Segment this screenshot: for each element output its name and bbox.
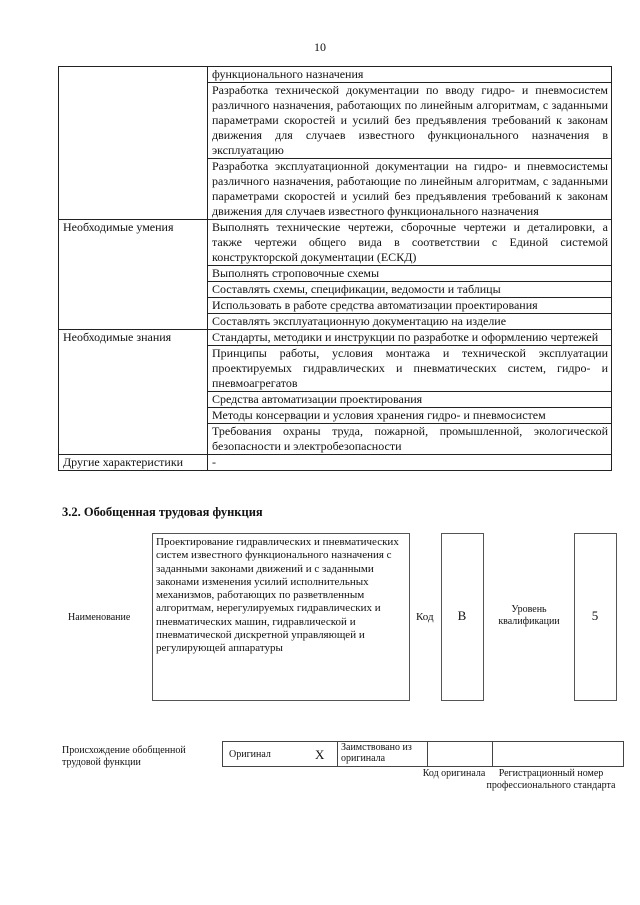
table-cell: Использовать в работе средства автоматизации проектирования: [208, 298, 612, 314]
table-cell: функционального назначения: [208, 67, 612, 83]
table-cell: Средства автоматизации проектирования: [208, 392, 612, 408]
table-cell: Принципы работы, условия монтажа и технической эксплуатации проектируемых гидравлических и пневматических систем, гидро- и пневмоагрегатов: [208, 346, 612, 392]
level-label: Уровень квалификации: [498, 604, 560, 627]
level-value: 5: [591, 608, 599, 623]
reg-number-cell: [493, 742, 624, 767]
borrowed-label: Заимствовано из оригинала: [338, 742, 428, 767]
code-label: Код: [416, 611, 434, 623]
original-label: Оригинал: [223, 742, 316, 767]
table-cell: Методы консервации и условия хранения гидро- и пневмосистем: [208, 408, 612, 424]
table-cell: Разработка технической документации по вводу гидро- и пневмосистем различного назначения, работающих по линейным алгоритмам, с заданными параметрами скоростей и усилий без предъявления требований к законам движения для случаев известного функционального назначения в эксплуатацию: [208, 83, 612, 159]
table-row: [59, 220, 612, 266]
requirements-table: [58, 66, 612, 471]
name-value: Проектирование гидравлических и пневматических систем известного функционального назначения с заданными законами движений и с заданными законами изменения усилий исполнительных механизмов, работающих по разветвленным алгоритмам, нерегулируемых гидравлических и пневматических машин, гидравлической и пневматической дискретной управляющей и регулирующей аппаратуры: [156, 536, 399, 655]
table-cell: Составлять эксплуатационную документацию на изделие: [208, 314, 612, 330]
row-label-other: Другие характеристики: [59, 455, 208, 471]
row-label-knowledge: Необходимые знания: [59, 330, 208, 455]
table-row: [59, 455, 612, 471]
name-label: Наименование: [68, 612, 131, 623]
table-cell: Стандарты, методики и инструкции по разработке и оформлению чертежей: [208, 330, 612, 346]
code-value: B: [457, 608, 467, 623]
row-label-skills: Необходимые умения: [59, 220, 208, 330]
page-number: 10: [314, 40, 326, 54]
table-cell: Требования охраны труда, пожарной, промышленной, экологической безопасности и электробезопасности: [208, 424, 612, 455]
table-cell: Составлять схемы, спецификации, ведомости и таблицы: [208, 282, 612, 298]
original-mark: X: [315, 742, 338, 767]
table-row: [59, 330, 612, 346]
table-cell: Выполнять технические чертежи, сборочные чертежи и деталировки, а также чертежи общего вида в соответствии с Единой системой конструкторской документации (ЕСКД): [208, 220, 612, 266]
code-original-cell: [428, 742, 493, 767]
table-cell: Разработка эксплуатационной документации на гидро- и пневмосистемы различного назначения, работающие по линейным алгоритмам, с заданными параметрами скоростей и усилий без предъявления требований к законам движения для случаев известного функционального назначения: [208, 159, 612, 220]
reg-number-label: Регистрационный номер профессионального стандарта: [486, 768, 616, 791]
origin-table: [222, 741, 624, 767]
table-cell: Выполнять строповочные схемы: [208, 266, 612, 282]
table-cell: -: [208, 455, 612, 471]
code-original-label: Код оригинала: [422, 768, 486, 779]
section-title: 3.2. Обобщенная трудовая функция: [62, 505, 263, 519]
origin-label: Происхождение обобщенной трудовой функции: [62, 745, 186, 768]
row-label: [59, 67, 208, 220]
table-row: [59, 67, 612, 83]
